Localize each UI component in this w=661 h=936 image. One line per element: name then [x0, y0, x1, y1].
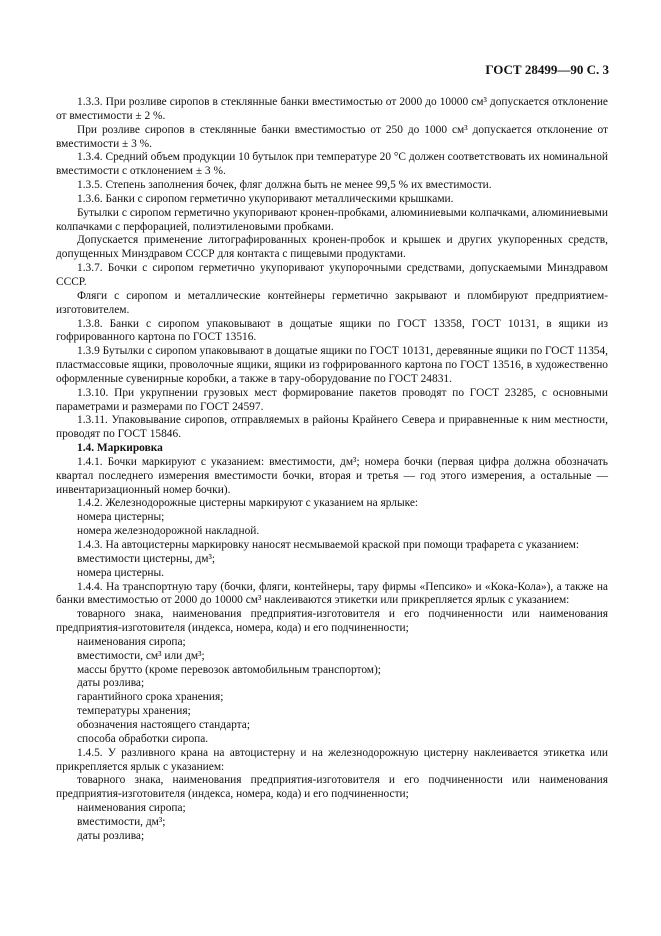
list-item: обозначения настоящего стандарта;	[77, 718, 251, 731]
paragraph: 1.4.1. Бочки маркируют с указанием: вместимости, дм³; номера бочки (первая цифра должна обозначать квартал последнего измерения вместимости бочки, вторая и третья — год этого измерения, а остальные — инвентаризационный номер бочки).	[56, 455, 608, 496]
list-item: номера цистерны;	[77, 511, 165, 524]
paragraph: При розливе сиропов в стеклянные банки вместимостью от 250 до 1000 см³ допускается отклонение от вместимости ± 3 %.	[56, 123, 608, 150]
paragraph: 1.3.9 Бутылки с сиропом упаковывают в дощатые ящики по ГОСТ 10131, деревянные ящики по ГОСТ 11354, пластмассовые ящики, проволочные ящики, ящики из гофрированного картона по ГОСТ 13516, в художественно оформленные сувенирные коробки, а также в тару-оборудование по ГОСТ 24831.	[56, 345, 608, 385]
paragraph: 1.4.5. У разливного крана на автоцистерну и на железнодорожную цистерну наклеивается этикетка или прикрепляется ярлык с указанием:	[56, 746, 608, 773]
paragraph: 1.3.3. При розливе сиропов в стеклянные банки вместимостью от 2000 до 10000 см³ допускается отклонение от вместимости ± 2 %.	[56, 96, 608, 122]
list-item: массы брутто (кроме перевозок автомобильным транспортом);	[77, 663, 381, 676]
page-header: ГОСТ 28499—90 С. 3	[485, 62, 609, 77]
list-item: даты розлива;	[77, 829, 145, 842]
list-item: вместимости цистерны, дм³;	[77, 552, 216, 565]
list-item: вместимости, дм³;	[77, 815, 166, 828]
list-item: номера цистерны.	[77, 566, 165, 579]
paragraph: 1.4.4. На транспортную тару (бочки, фляги, контейнеры, тару фирмы «Пепсико» и «Кока-Кола»), а также на банки вместимостью от 2000 до 10000 см³ наклеиваются этикетки или прикрепляется ярлык с указанием:	[56, 580, 608, 607]
paragraph: 1.3.4. Средний объем продукции 10 бутылок при температуре 20 °С должен соответствовать их номинальной вместимости с отклонением ± 3 %.	[56, 151, 608, 178]
paragraph: 1.4.2. Железнодорожные цистерны маркируют с указанием на ярлыке:	[77, 497, 419, 510]
paragraph: 1.3.5. Степень заполнения бочек, фляг должна быть не менее 99,5 % их вместимости.	[77, 179, 492, 192]
list-item: наименования сиропа;	[77, 802, 186, 815]
paragraph: 1.3.10. При укрупнении грузовых мест формирование пакетов проводят по ГОСТ 23285, с основными параметрами и размерами по ГОСТ 24597.	[56, 386, 608, 413]
paragraph: Допускается применение литографированных кронен-пробок и крышек и других укупоренных средств, допущенных Минздравом СССР для контакта с пищевыми продуктами.	[56, 234, 608, 261]
list-item: гарантийного срока хранения;	[77, 691, 224, 704]
paragraph: Фляги с сиропом и металлические контейнеры герметично закрывают и пломбируют предприятием-изготовителем.	[56, 289, 608, 316]
section-heading: 1.4. Маркировка	[77, 442, 163, 455]
document-body	[56, 96, 608, 844]
paragraph: 1.3.6. Банки с сиропом герметично укупоривают металлическими крышками.	[77, 192, 454, 205]
paragraph: Бутылки с сиропом герметично укупоривают кронен-пробками, алюминиевыми колпачками, алюминиевыми колпачками с перфорацией, полиэтиленовыми пробками.	[56, 206, 608, 233]
paragraph: 1.3.11. Упаковывание сиропов, отправляемых в районы Крайнего Севера и приравненные к ним местности, проводят по ГОСТ 15846.	[56, 414, 608, 441]
list-item: температуры хранения;	[77, 705, 191, 718]
list-item: способа обработки сиропа.	[77, 732, 209, 745]
list-item: товарного знака, наименования предприятия-изготовителя и его подчиненности или наименования предприятия-изготовителя (индекса, номера, кода) и его подчиненности;	[56, 608, 608, 635]
paragraph: 1.3.8. Банки с сиропом упаковывают в дощатые ящики по ГОСТ 13358, ГОСТ 10131, в ящики из гофрированного картона по ГОСТ 13516.	[56, 317, 608, 344]
paragraph: 1.4.3. На автоцистерны маркировку наносят несмываемой краской при помощи трафарета с указанием:	[77, 539, 580, 551]
list-item: номера железнодорожной накладной.	[77, 525, 260, 538]
list-item: наименования сиропа;	[77, 635, 186, 648]
list-item: вместимости, см³ или дм³;	[77, 649, 205, 662]
list-item: даты розлива;	[77, 677, 145, 690]
list-item: товарного знака, наименования предприятия-изготовителя и его подчиненности или наименования предприятия-изготовителя (индекса, номера, кода) и его подчиненности;	[56, 774, 608, 801]
paragraph: 1.3.7. Бочки с сиропом герметично укупоривают укупорочными средствами, допускаемыми Минздравом СССР.	[56, 262, 608, 288]
